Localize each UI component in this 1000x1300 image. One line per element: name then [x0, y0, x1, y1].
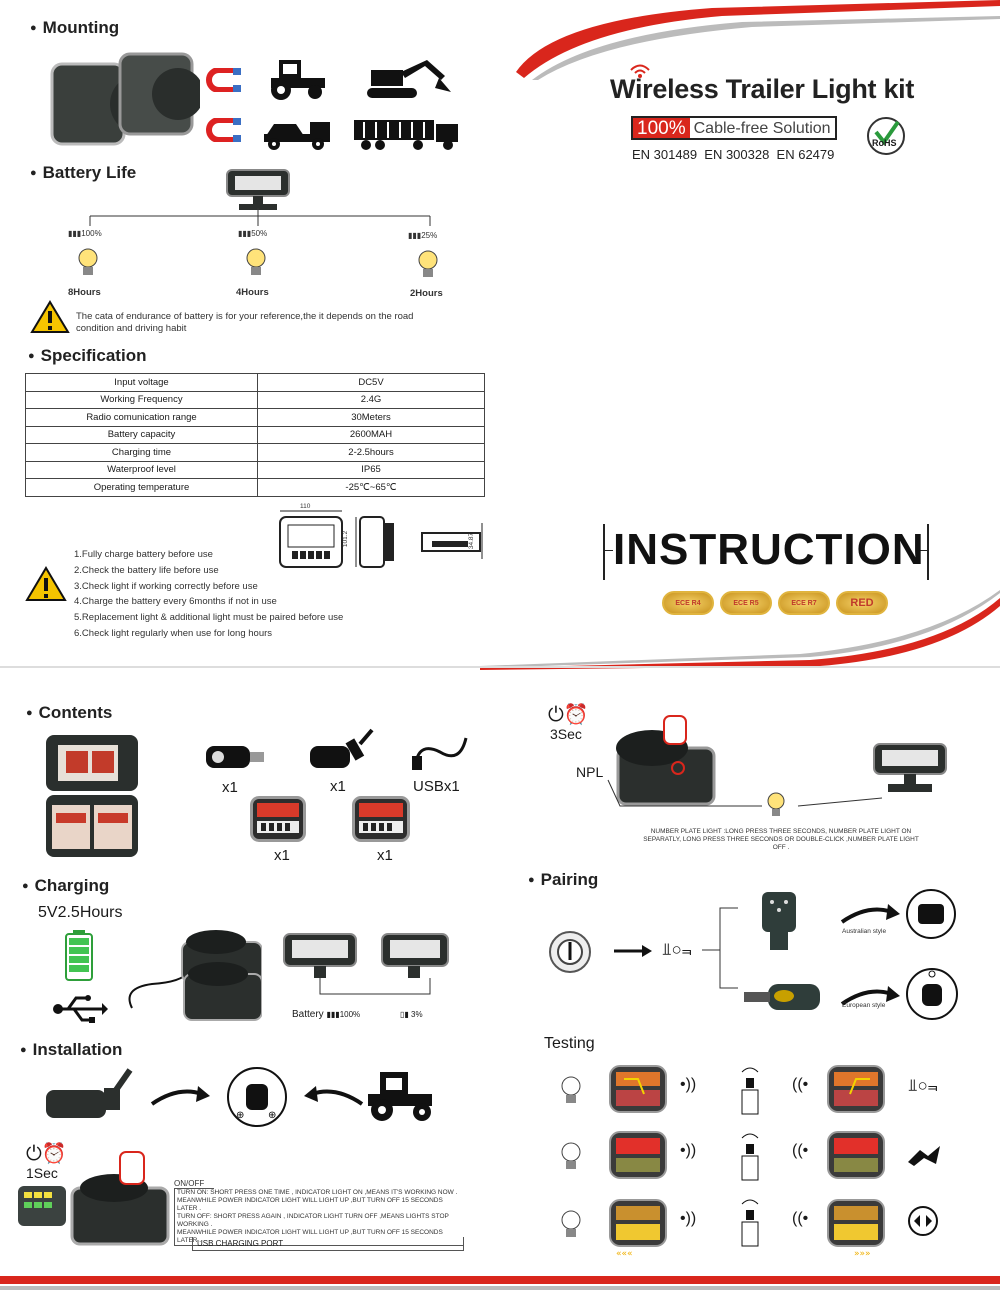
light-unit-image	[225, 168, 291, 212]
qty-label: x1	[330, 778, 346, 795]
european-plug-image	[740, 978, 830, 1018]
battery-status-label: Battery ▮▮▮100%	[292, 1009, 361, 1020]
table-row: Input voltage DC5V	[26, 374, 485, 392]
specification-title: ● Specification	[28, 346, 146, 366]
trailer-socket-icon	[226, 1066, 288, 1128]
table-row: Battery capacity 2600MAH	[26, 426, 485, 444]
excavator-icon	[365, 56, 455, 105]
carrying-case-image	[44, 733, 140, 861]
lightbulb-icon	[556, 1206, 586, 1242]
product-title: Wireless Trailer Light kit	[610, 74, 915, 104]
battery-hours-3: 2Hours	[410, 288, 443, 299]
curved-arrow-icon	[840, 900, 902, 926]
tail-light-indicator	[608, 1064, 668, 1114]
table-row: Charging time 2-2.5hours	[26, 444, 485, 462]
pairing-title: ● Pairing	[528, 870, 598, 890]
magnet-icon	[205, 68, 245, 97]
battery-indicator-lights	[280, 928, 450, 1002]
tractor-icon	[265, 56, 329, 105]
australian-style-label: Australian style	[842, 928, 887, 935]
battery-icon: ▮▮▮	[326, 1010, 340, 1019]
pairing-branch-lines	[700, 896, 740, 1000]
svg-text:«««: «««	[616, 1249, 633, 1258]
warning-icon	[30, 300, 70, 334]
list-item: 5.Replacement light & additional light must be paired before use	[74, 612, 344, 624]
svg-text:»»»: »»»	[854, 1249, 871, 1258]
battery-hours-2: 4Hours	[236, 287, 269, 298]
battery-life-title: ● Battery Life	[30, 163, 136, 183]
seal-badge: ECE R5	[720, 591, 772, 615]
seal-badge: ECE R7	[778, 591, 830, 615]
car-charger-icon	[200, 738, 266, 774]
battery-level-3: ▮▮▮25%	[408, 231, 438, 240]
lightbulb-icon	[764, 790, 788, 820]
battery-hours-1: 8Hours	[68, 287, 101, 298]
tail-light-image	[352, 796, 410, 842]
svg-text:⊕: ⊕	[268, 1110, 277, 1121]
tractor-icon	[358, 1070, 438, 1122]
list-item: 2.Check the battery life before use	[74, 564, 219, 576]
turn-signal-icon	[906, 1206, 940, 1236]
plug-tester-icon	[738, 1196, 762, 1252]
list-item: 6.Check light regularly when use for long hours	[74, 627, 273, 639]
battery-low-label: ▯▮ 3%	[400, 1010, 423, 1019]
lightbulb-icon	[416, 248, 440, 282]
installation-title: ● Installation	[20, 1040, 122, 1060]
lightbulb-icon	[244, 246, 268, 280]
signal-icon: ((•	[792, 1210, 809, 1227]
seal-badge: ECE R4	[662, 591, 714, 615]
semi-truck-icon	[352, 116, 462, 157]
timer-icon: ⏻⏰	[548, 704, 589, 726]
instruction-frame	[603, 524, 929, 580]
usb-port-label: USB CHARGING PORT	[192, 1237, 464, 1251]
mounting-title: ● Mounting	[30, 18, 119, 38]
signal-light-icon: ⫫○⫬	[908, 1076, 938, 1095]
plug-tester-icon	[738, 1130, 762, 1186]
lightbulb-icon	[76, 246, 100, 280]
cable-free-badge: 100% Cable-free Solution	[631, 116, 837, 140]
red-swoosh-top	[512, 0, 1000, 80]
list-item: 1.Fully charge battery before use	[74, 549, 213, 560]
qty-label: x1	[377, 847, 393, 864]
signal-icon: •))	[680, 1142, 697, 1159]
testing-title: Testing	[544, 1035, 595, 1052]
magnet-icon	[205, 118, 245, 147]
tail-light-turn-right	[826, 1198, 886, 1258]
npl-note: NUMBER PLATE LIGHT :LONG PRESS THREE SECONDS, NUMBER PLATE LIGHT ON SEPARATLY, LONG PRESS THREE SECONDS OR DOUBLE-CLICK ,NUMBER PLATE LIGHT OFF .	[643, 828, 919, 851]
lightbulb-icon	[556, 1072, 586, 1108]
bottom-gray-band	[0, 1286, 1000, 1290]
usb-cable-icon	[410, 732, 470, 772]
timer-icon: ⏻⏰	[26, 1143, 67, 1165]
page-divider	[0, 666, 1000, 668]
battery-note: The cata of endurance of battery is for your reference,the it depends on the road condition and driving habit	[76, 311, 414, 334]
european-style-label: European style	[842, 1002, 886, 1009]
onoff-instructions: ON/OFF TURN ON: SHORT PRESS ONE TIME , INDICATOR LIGHT ON ,MEANS IT'S WORKING NOW . MEANWHILE POWER INDICATOR LIGHT WILL LIGHT UP ,BUT TURN OFF 15 SECONDS LATER . TURN OFF: SHORT PRESS AGAIN , INDICATOR LIGHT TURN OFF ,MEANS LIGHTS STOP WORKING . MEANWHILE POWER INDICATOR LIGHT WILL LIGHT UP ,BUT TURN OFF 15 SECONDS LATER .	[174, 1180, 464, 1246]
npl-time: 3Sec	[550, 726, 582, 742]
table-row: Operating temperature -25℃~65℃	[26, 479, 485, 497]
battery-level-1: ▮▮▮100%	[68, 229, 102, 238]
table-row: Radio comunication range 30Meters	[26, 409, 485, 427]
usb-icon	[52, 994, 108, 1024]
battery-icon: ▮▮▮	[68, 229, 82, 238]
signal-icon: •))	[680, 1210, 697, 1227]
power-button-icon	[548, 930, 592, 974]
installation-time: 1Sec	[26, 1165, 58, 1181]
standards: EN 301489 EN 300328 EN 62479	[632, 147, 835, 162]
australian-plug-image	[754, 888, 804, 952]
warning-list	[74, 547, 454, 642]
bottom-red-band	[0, 1276, 1000, 1284]
svg-text:⊕: ⊕	[236, 1110, 245, 1121]
lightbulb-icon	[556, 1138, 586, 1174]
qty-label: USBx1	[413, 778, 460, 795]
tail-light-brake	[608, 1130, 668, 1180]
red-swoosh-bottom	[480, 590, 1000, 670]
european-socket-icon	[904, 966, 960, 1022]
arrow-right-icon	[614, 944, 654, 958]
tail-light-turn-left	[608, 1198, 668, 1258]
rohs-logo: RoHS	[866, 116, 906, 156]
table-row: Waterproof level IP65	[26, 461, 485, 479]
npl-label: NPL	[576, 764, 604, 780]
australian-socket-icon	[902, 888, 960, 940]
plug-adapter-icon	[306, 728, 376, 774]
list-item: 4.Charge the battery every 6months if not in use	[74, 596, 277, 608]
plate-light-image	[870, 740, 950, 796]
warning-icon	[25, 566, 67, 602]
list-item: 3.Check light if working correctly before use	[74, 580, 258, 592]
table-row: Working Frequency 2.4G	[26, 391, 485, 409]
battery-full-icon	[64, 930, 94, 982]
charging-lights-image	[122, 928, 262, 1028]
battery-icon: ▯▮	[400, 1010, 409, 1019]
signal-icon: •))	[680, 1076, 697, 1093]
car-on-truck-icon	[262, 116, 334, 157]
magnetic-light-image	[50, 52, 200, 146]
plug-adapter-image	[40, 1068, 136, 1122]
instruction-heading: INSTRUCTION	[613, 525, 925, 574]
battery-icon: ▮▮▮	[238, 229, 252, 238]
signal-light-icon: ⫫○⫬	[662, 940, 692, 959]
battery-icon: ▮▮▮	[408, 231, 422, 240]
signal-icon: ((•	[792, 1076, 809, 1093]
tail-light-brake	[826, 1130, 886, 1180]
qty-label: x1	[222, 779, 238, 796]
onoff-light-image	[14, 1148, 174, 1248]
signal-icon: ((•	[792, 1142, 809, 1159]
contents-title: ● Contents	[26, 703, 112, 723]
curved-arrow-icon	[150, 1082, 212, 1108]
seal-badge: RED	[836, 591, 888, 615]
plug-tester-icon	[738, 1064, 762, 1120]
tail-light-indicator	[826, 1064, 886, 1114]
qty-label: x1	[274, 847, 290, 864]
dim-height: 101.2	[342, 530, 350, 548]
brake-foot-icon	[906, 1144, 942, 1168]
curved-arrow-left-icon	[302, 1082, 364, 1108]
battery-level-2: ▮▮▮50%	[238, 229, 268, 238]
tail-light-image	[250, 796, 306, 842]
spec-table	[25, 373, 485, 497]
charging-title: ● Charging	[22, 876, 109, 896]
dim-width: 110	[300, 503, 311, 510]
charging-spec: 5V2.5Hours	[38, 904, 123, 921]
dim-depth: 34.87	[468, 532, 476, 550]
